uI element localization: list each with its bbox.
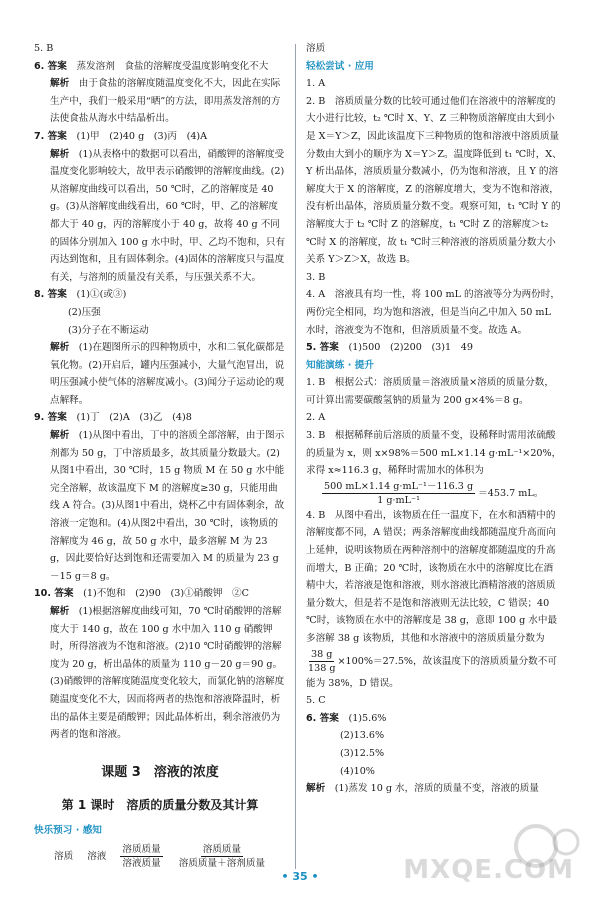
fraction-numerator: 溶质质量 (202, 844, 242, 856)
blank-word-2: 溶液 (87, 851, 107, 863)
column-divider (295, 44, 296, 869)
answer-label: 1. B (306, 377, 326, 389)
answer-text: 溶质质量分数的比较可通过他们在溶液中的溶解度的大小进行比较，t₂ ℃时 X、Y、Z 三种物质溶解度由大到小是 X＝Y＞Z，因此该温度下三种物质的饱和溶液中溶质质量分数由大到小的顺序为 X＝Y＞Z。温度降低到 t₁ ℃时，X、Y 析出晶体，溶质质量分数减小，仍为饱和溶液，且 Y 的溶解度大于 X 的溶解度，Z 的溶解度增大，变为不饱和溶液，没有析出晶体，溶质质量分数不变。观察可知，t₁ ℃时 Y 的溶解度大于 t₂ ℃时 Z 的溶解度，t₁ ℃时 Z 的溶解度＞t₂ ℃时 X 的溶解度，故 t₁ ℃时三种溶液的溶质质量分数大小关系 Y＞Z＞X，故选 B。 (306, 95, 562, 266)
answer-tail: ×100%＝27.5%，故该温度下的溶质质量分数不可能为 38%，D 错误。 (306, 655, 557, 689)
explanation-label: 解析 (50, 342, 70, 354)
explanation-text: (1)从图中看出，丁中的溶质全部溶解，由于图示剂都为 50 g，丁中溶质最多，故其质量分数最大。(2)从图1中看出，30 ℃时，15 g 物质 M 在 50 g 水中能完全溶解，故该温度下 M 的溶解度≥30 g，只能用曲线 A 符合。(3)从图1中看出，烧杯乙中有固体剩余，故溶液一定饱和。(4)从图2中看出，30 ℃时，该物质的溶解度为 46 g，故 50 g 水中，最多溶解 M 为 23 g，因此要恰好达到饱和还需要加入 M 的质量为 23 g－15 g＝8 g。 (50, 430, 285, 582)
q8-explanation (34, 339, 286, 409)
answer-text: 根据公式：溶质质量＝溶液质量×溶质的质量分数，可计算出需要碳酸氢钠的质量为 200 g×4%＝8 g。 (306, 377, 554, 406)
easy-try-tag: 轻松尝试 · 应用 (306, 60, 374, 72)
q7-answer (34, 128, 286, 146)
answer-text: (1)丁 (2)A (3)乙 (4)8 (76, 412, 192, 424)
fraction-denominator: 138 g (308, 662, 336, 674)
answer-text: 根据稀释前后溶质的质量不变，设稀释时需用浓硫酸的质量为 x，则 x×98%＝500 mL×1.14 g·mL⁻¹×20%，求得 x≈116.3 g，稀释时需加水的体积为 (306, 430, 562, 477)
r5b-answer: 5. C (306, 695, 326, 707)
r6-answer-4: (4)10% (340, 765, 375, 777)
answer-label: 3. B (306, 430, 326, 442)
q7-explanation (34, 146, 286, 287)
explanation-label: 解析 (50, 430, 70, 442)
explanation-text: (1)根据溶解度曲线可知，70 ℃时硝酸钾的溶解度大于 140 g，故在 100 g 水中加入 110 g 硝酸钾时，所得溶液为不饱和溶液。(2)10 ℃时硝酸钾的溶解度为 20 g，析出晶体的质量为 110 g－20 g＝90 g。(3)硝酸钾的溶解度随温度变化较大，而氯化钠的溶解度随温度变化不大，因而将两者的热饱和溶液降温时，析出的晶体主要是硝酸钾；因此晶体析出，剩余溶液仍为两者的饱和溶液。 (50, 606, 285, 741)
r1-answer: 1. A (306, 78, 326, 90)
explanation-text: 由于食盐的溶解度随温度变化不大，因此在实际生产中，我们一般采用“晒”的方法，即用蒸发溶剂的方法使食盐从海水中结晶析出。 (50, 78, 281, 125)
carryover-word: 溶质 (306, 43, 326, 54)
answer-label: 6. 答案 (306, 712, 339, 724)
r3b-calculation (306, 480, 562, 507)
answer-text: (1)甲 (2)40 g (3)丙 (4)A (76, 130, 208, 142)
fraction-solute-over-solution (120, 843, 162, 870)
q8-answer-3: (3)分子在不断运动 (68, 324, 149, 336)
r6-explanation (306, 780, 562, 798)
watermark-text: MXQE.COM (403, 855, 574, 885)
r3-answer: 3. B (306, 271, 326, 283)
preview-formula (34, 843, 286, 870)
r4-answer (306, 286, 562, 339)
answer-label: 7. 答案 (34, 130, 67, 142)
explanation-text: (1)从表格中的数据可以看出，硝酸钾的溶解度受温度变化影响较大，故甲表示硝酸钾的溶解度曲线。(2)从溶解度曲线可以看出，50 ℃时，乙的溶解度是 40 g。(3)从溶解度曲线看出，60 ℃时，甲、乙的溶解度都大于 40 g，丙的溶解度小于 40 g，故将 40 g 不同的固体分别加入 100 g 水中时，甲、乙均不饱和，只有丙达到饱和，且有固体剩余。(4)固体的溶解度只与温度有关，与溶剂的质量没有关系，与压强关系不大。 (50, 148, 286, 283)
answer-label: 4. A (306, 289, 326, 301)
right-column (306, 40, 562, 798)
fraction-solute-over-sum (177, 843, 267, 870)
answer-text: (1)①(或③) (76, 289, 127, 301)
explanation-label: 解析 (50, 148, 70, 160)
r3b-answer (306, 427, 562, 480)
answer-label: 9. 答案 (34, 412, 67, 424)
r6-answer (306, 710, 562, 728)
answer-text: 溶液具有均一性，将 100 mL 的溶液等分为两份时，两份完全相同，均为饱和溶液，但是当向乙中加入 50 mL 水时，溶液变为不饱和，但溶质质量不变。故选 A。 (306, 289, 560, 336)
answer-label: 5. 答案 (306, 342, 339, 354)
left-column (34, 40, 286, 874)
q10-answer (34, 585, 286, 603)
q9-answer (34, 409, 286, 427)
q6-explanation (34, 75, 286, 128)
explanation-label: 解析 (306, 783, 326, 795)
q5-answer: 5. B (34, 43, 54, 54)
answer-label: 2. B (306, 95, 326, 107)
page-number: • 35 • (281, 870, 319, 883)
fraction-denominator: 溶质质量＋溶剂质量 (178, 858, 266, 870)
advance-tag: 知能演练 · 提升 (306, 359, 374, 371)
mass-fraction (306, 648, 338, 675)
fraction-denominator: 1 g·mL⁻¹ (377, 494, 420, 506)
q10-explanation (34, 603, 286, 744)
r4b-answer (306, 507, 562, 692)
fraction-numerator: 38 g (311, 648, 333, 660)
explanation-label: 解析 (50, 606, 70, 617)
r1b-answer (306, 374, 562, 409)
calculation-result: ＝453.7 mL。 (478, 487, 544, 499)
r2-answer (306, 93, 562, 269)
fraction-numerator: 500 mL×1.14 g·mL⁻¹－116.3 g (324, 480, 474, 492)
explanation-label: 解析 (50, 78, 70, 90)
answer-text: 蒸发溶剂 食盐的溶解度受温度影响变化不大 (76, 60, 269, 72)
fraction-denominator: 溶液质量 (122, 858, 161, 870)
dilution-fraction (322, 480, 475, 507)
answer-text: (1)5.6% (348, 712, 387, 724)
q8-answer (34, 286, 286, 304)
answer-label: 8. 答案 (34, 289, 67, 301)
lesson-title: 课题 3 溶液的浓度 (101, 764, 219, 780)
r6-answer-2: (2)13.6% (340, 730, 385, 742)
answer-text: 从图中看出，该物质在任一温度下，在水和酒精中的溶解度都不同，A 错误；两条溶解度曲线都随温度升高而向上延伸，说明该物质在两种溶剂中的溶解度都随温度的升高而增大，B 正确；20 ℃时，该物质在水中的溶解度比在酒精中大，若溶液是饱和溶液，则水溶液比酒精溶液的溶质质量分数大，但是若不是饱和溶液则无法比较，C 错误；40 ℃时，该物质在水中的溶解度是 38 g，意即 100 g 水中最多溶解 38 g 该物质，其他和水溶液中的溶质质量分数为 (306, 509, 558, 644)
blank-word-1: 溶质 (54, 851, 74, 863)
preview-tag: 快乐预习 · 感知 (34, 824, 102, 836)
answer-label: 6. 答案 (34, 60, 67, 72)
answer-label: 4. B (306, 509, 326, 521)
q8-answer-2: (2)压强 (68, 306, 101, 318)
explanation-text: (1)蒸发 10 g 水，溶质的质量不变，溶液的质量 (334, 783, 539, 795)
answer-text: (1)不饱和 (2)90 (3)①硝酸钾 ②C (83, 588, 249, 600)
section-title: 第 1 课时 溶质的质量分数及其计算 (61, 797, 259, 812)
r5-answer (306, 339, 562, 357)
q9-explanation (34, 427, 286, 585)
r6-answer-3: (3)12.5% (340, 747, 385, 759)
answer-text: (1)500 (2)200 (3)1 49 (348, 342, 473, 354)
q6-answer (34, 58, 286, 76)
fraction-numerator: 溶质质量 (122, 844, 161, 856)
answer-label: 10. 答案 (34, 588, 74, 600)
r2b-answer: 2. A (306, 412, 326, 424)
explanation-text: (1)在题图所示的四种物质中，水和二氧化碳都是氧化物。(2)开启后，罐内压强减小，大量气泡冒出，说明压强减小使气体的溶解度减小。(3)闻分子运动论的观点解释。 (50, 342, 285, 406)
